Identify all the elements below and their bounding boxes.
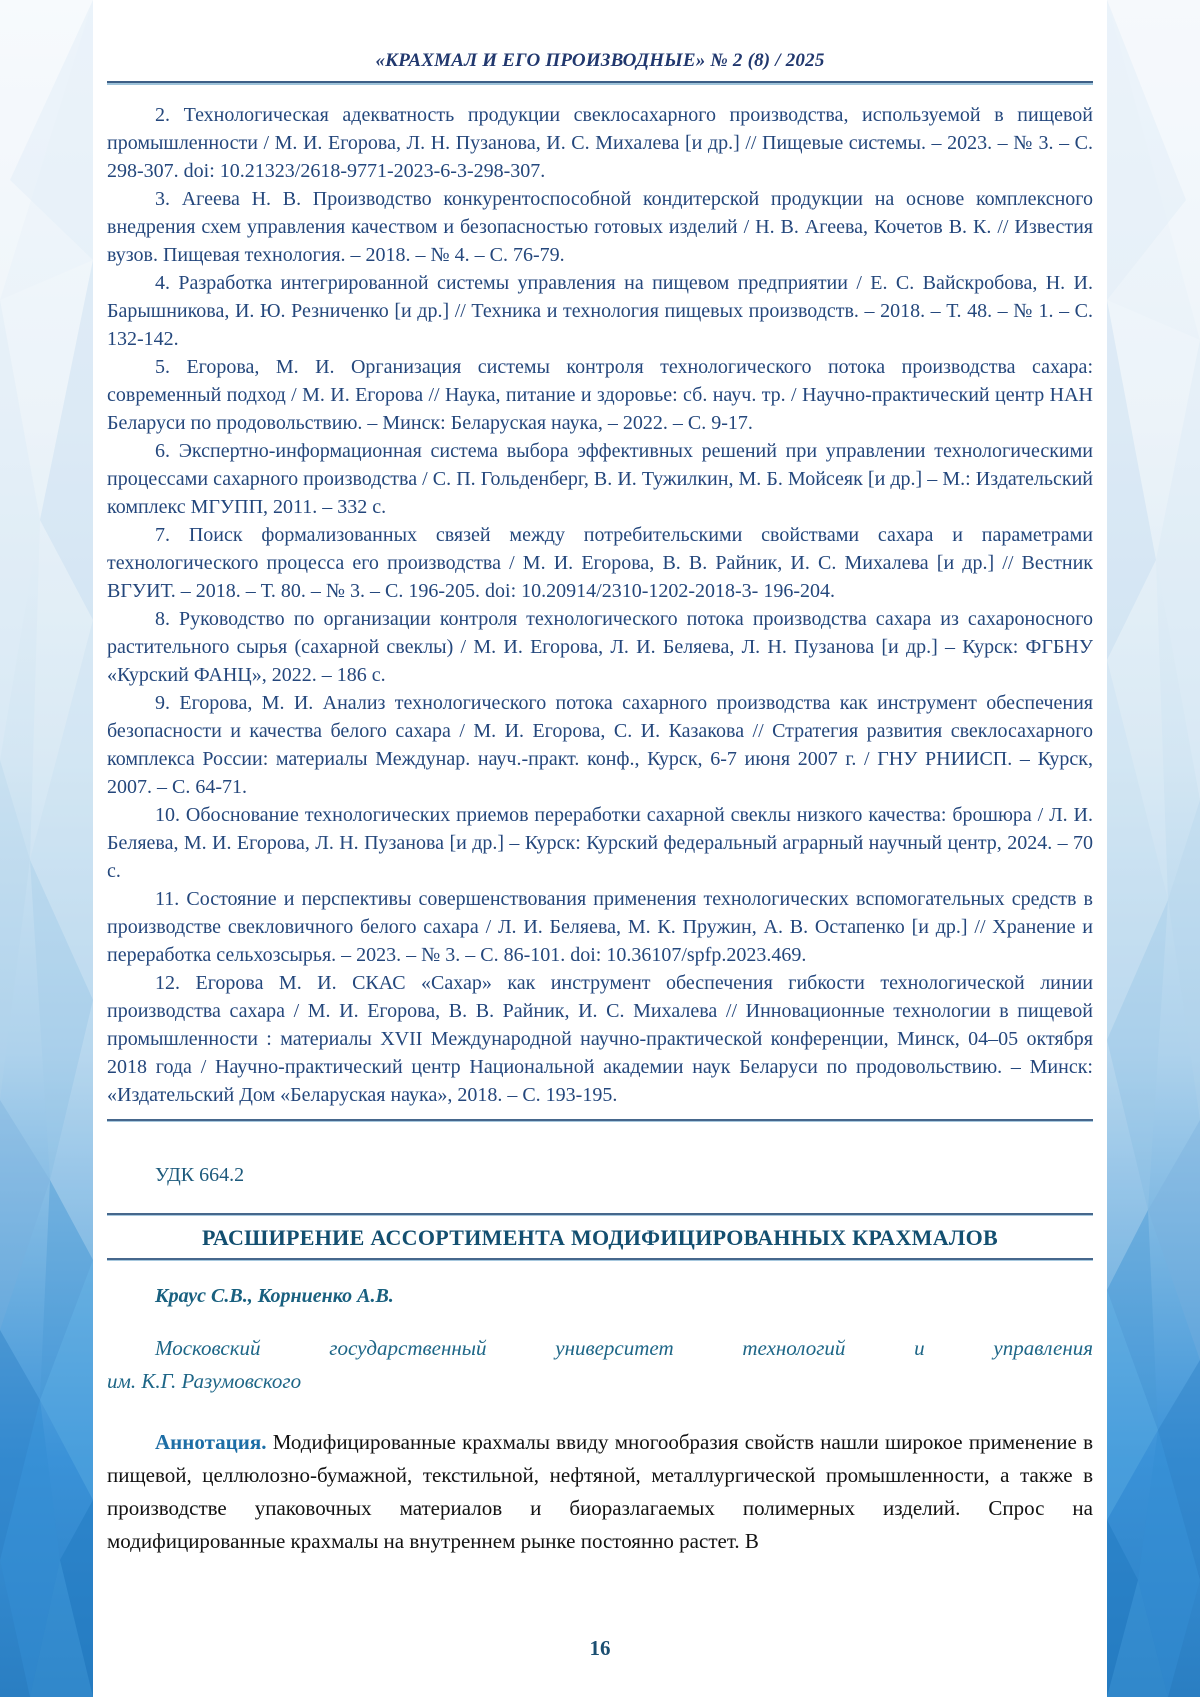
lowpoly-pattern-right-svg: [1107, 0, 1200, 1697]
article-authors: Краус С.В., Корниенко А.В.: [155, 1285, 394, 1307]
reference-item: 8. Руководство по организации контроля технологического потока производства сахара из сахароносного растительного сырья (сахарной свеклы) / М. И. Егорова, Л. И. Беляева, Л. Н. Пузанова [и др.] – Курск: ФГБНУ «Курский ФАНЦ», 2022. – 186 с.: [107, 608, 1093, 686]
article-affiliation: [107, 1332, 1093, 1398]
journal-title: «КРАХМАЛ И ЕГО ПРОИЗВОДНЫЕ» № 2 (8) / 2025: [375, 50, 825, 71]
lowpoly-pattern-left-svg: [0, 0, 93, 1697]
page-footer: [93, 1636, 1107, 1661]
header-rule: [107, 81, 1093, 85]
reference-item: 7. Поиск формализованных связей между потребительскими свойствами сахара и параметрами технологического процесса его производства / М. И. Егорова, В. В. Райник, И. С. Михалева [и др.] // Вестник ВГУИТ. – 2018. – Т. 80. – № 3. – С. 196-205. doi: 10.20914/2310-1202-2018-3- 196-204.: [107, 524, 1093, 602]
reference-item: 11. Состояние и перспективы совершенствования применения технологических вспомогательных средств в производстве свекловичного белого сахара / Л. И. Беляева, М. К. Пружин, А. В. Остапенко [и др.] // Хранение и переработка сельхозсырья. – 2023. – № 3. – С. 86-101. doi: 10.36107/spfp.2023.469.: [107, 888, 1093, 966]
reference-item: 5. Егорова, М. И. Организация системы контроля технологического потока производства сахара: современный подход / М. И. Егорова // Наука, питание и здоровье: сб. науч. тр. / Научно-практический центр НАН Беларуси по продовольствию. – Минск: Беларуская наука, – 2022. – С. 9-17.: [107, 356, 1093, 434]
abstract-label: Аннотация.: [155, 1430, 267, 1454]
abstract-paragraph: [107, 1426, 1093, 1558]
background-pattern-right: [1107, 0, 1200, 1697]
background-pattern-left: [0, 0, 93, 1697]
title-rule-bottom: [107, 1258, 1093, 1261]
reference-item: 4. Разработка интегрированной системы управления на пищевом предприятии / Е. С. Вайскробова, Н. И. Барышникова, И. Ю. Резниченко [и др.] // Техника и технология пищевых производств. – 2018. – Т. 48. – № 1. – С. 132-142.: [107, 272, 1093, 350]
reference-item: 12. Егорова М. И. СКАС «Сахар» как инструмент обеспечения гибкости технологической линии производства сахара / М. И. Егорова, В. В. Райник, И. С. Михалева // Инновационные технологии в пищевой промышленности : материалы XVII Международной научно-практической конференции, Минск, 04–05 октября 2018 года / Научно-практический центр Национальной академии наук Беларуси по продовольствию. – Минск: «Издательский Дом «Беларуская наука», 2018. – С. 193-195.: [107, 972, 1093, 1106]
reference-item: 9. Егорова, М. И. Анализ технологического потока сахарного производства как инструмент обеспечения безопасности и качества белого сахара / М. И. Егорова, С. И. Казакова // Стратегия развития свеклосахарного комплекса России: материалы Междунар. науч.-практ. конф., Курск, 6-7 июня 2007 г. / ГНУ РНИИСП. – Курск, 2007. – С. 64-71.: [107, 692, 1093, 798]
reference-item: 3. Агеева Н. В. Производство конкурентоспособной кондитерской продукции на основе комплексного внедрения схем управления качеством и безопасностью готовых изделий / Н. В. Агеева, Кочетов В. К. // Известия вузов. Пищевая технология. – 2018. – № 4. – С. 76-79.: [107, 188, 1093, 266]
references-list: [107, 101, 1093, 1109]
page-content: [93, 0, 1107, 1697]
affiliation-line-2: им. К.Г. Разумовского: [107, 1369, 302, 1393]
reference-item: 2. Технологическая адекватность продукции свеклосахарного производства, используемой в пищевой промышленности / М. И. Егорова, Л. Н. Пузанова, И. С. Михалева [и др.] // Пищевые системы. – 2023. – № 3. – С. 298-307. doi: 10.21323/2618-9771-2023-6-3-298-307.: [107, 104, 1093, 182]
reference-item: 10. Обоснование технологических приемов переработки сахарной свеклы низкого качества: брошюра / Л. И. Беляева, М. И. Егорова, Л. Н. Пузанова [и др.] – Курск: Курский федеральный аграрный научный центр, 2024. – 70 с.: [107, 804, 1093, 882]
reference-item: 6. Экспертно-информационная система выбора эффективных решений при управлении технологическими процессами сахарного производства / С. П. Гольденберг, В. И. Тужилкин, М. Б. Мойсеяк [и др.] – М.: Издательский комплекс МГУПП, 2011. – 332 с.: [107, 440, 1093, 518]
article-title: РАСШИРЕНИЕ АССОРТИМЕНТА МОДИФИЦИРОВАННЫХ КРАХМАЛОВ: [201, 1225, 999, 1250]
page-number: 16: [589, 1636, 611, 1660]
affiliation-line-1: Московский государственный университет технологий и управления: [155, 1336, 1093, 1360]
udc-label: УДК 664.2: [155, 1164, 245, 1186]
section-divider-rule: [107, 1119, 1093, 1122]
abstract-text: Модифицированные крахмалы ввиду многообразия свойств нашли широкое применение в пищевой, целлюлозно-бумажной, текстильной, нефтяной, металлургической промышленности, а также в производстве упаковочных материалов и биоразлагаемых полимерных изделий. Спрос на модифицированные крахмалы на внутреннем рынке постоянно растет. В: [107, 1430, 1093, 1553]
